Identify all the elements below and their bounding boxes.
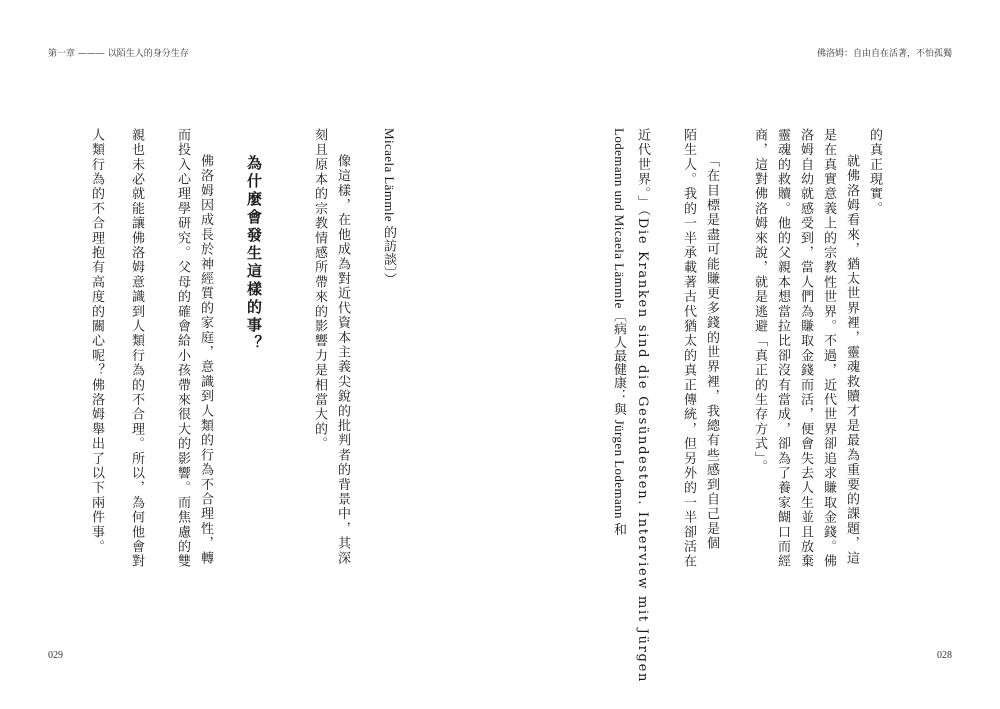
text-column: 而投入心理學研究。父母的確會給小孩帶來很大的影響。而焦慮的雙: [175, 128, 190, 569]
text-column: 人類行為的不合理抱有高度的關心呢？佛洛姆舉出了以下兩件事。: [89, 128, 104, 555]
text-column: 「在目標是盡可能賺更多錢的世界裡，我總有些感到自己是個: [704, 154, 719, 551]
text-column: 像這樣，在他成為對近代資本主義尖銳的批判者的背景中，其深: [335, 154, 350, 566]
text-column: 商，這對佛洛姆來說，就是逃避「真正的生存方式」。: [752, 128, 767, 475]
text-column: 親也未必就能讓佛洛姆意識到人類行為的不合理。所以，為何他會對: [129, 128, 144, 569]
text-column: 近代世界。」（Die Kranken sind die Gesündesten. Interview mit Jürgen: [635, 128, 650, 684]
running-head-right: 佛洛姆：自由自在活著，不怕孤獨: [816, 49, 952, 59]
text-column: Lodemann und Micaela Lämmle〔病人最健康：與 Jürgen Lodemann 和: [612, 128, 627, 536]
text-column: 靈魂的救贖。他的父親本想當拉比卻沒有當成，卻為了養家餬口而經: [775, 128, 790, 569]
text-column: 就佛洛姆看來，猶太世界裡，靈魂救贖才是最為重要的課題，這: [844, 154, 859, 566]
text-column: Micaela Lämmle 的訪談〕）: [382, 128, 397, 287]
text-column: 佛洛姆因成長於神經質的家庭，意識到人類的行為不合理性，轉: [198, 154, 213, 566]
section-heading: 為什麼會發生這樣的事？: [245, 155, 263, 353]
page-number-left: 029: [48, 650, 63, 661]
text-column: 刻且原本的宗教情感所帶來的影響力是相當大的。: [312, 128, 327, 452]
text-column: 的真正現實。: [867, 128, 882, 217]
page-number-right: 028: [937, 650, 952, 661]
text-column: 陌生人。我的一半承載著古代猶太的真正傳統，但另外的一半卻活在: [681, 128, 696, 569]
text-column: 洛姆自幼就感受到，當人們為賺取金錢而活，便會失去人生並且放棄: [798, 128, 813, 569]
running-head-left: 第一章 ——— 以陌生人的身分生存: [48, 49, 189, 59]
text-column: 是在真實意義上的宗教性世界。不過，近代世界卻追求賺取金錢。佛: [821, 128, 836, 569]
